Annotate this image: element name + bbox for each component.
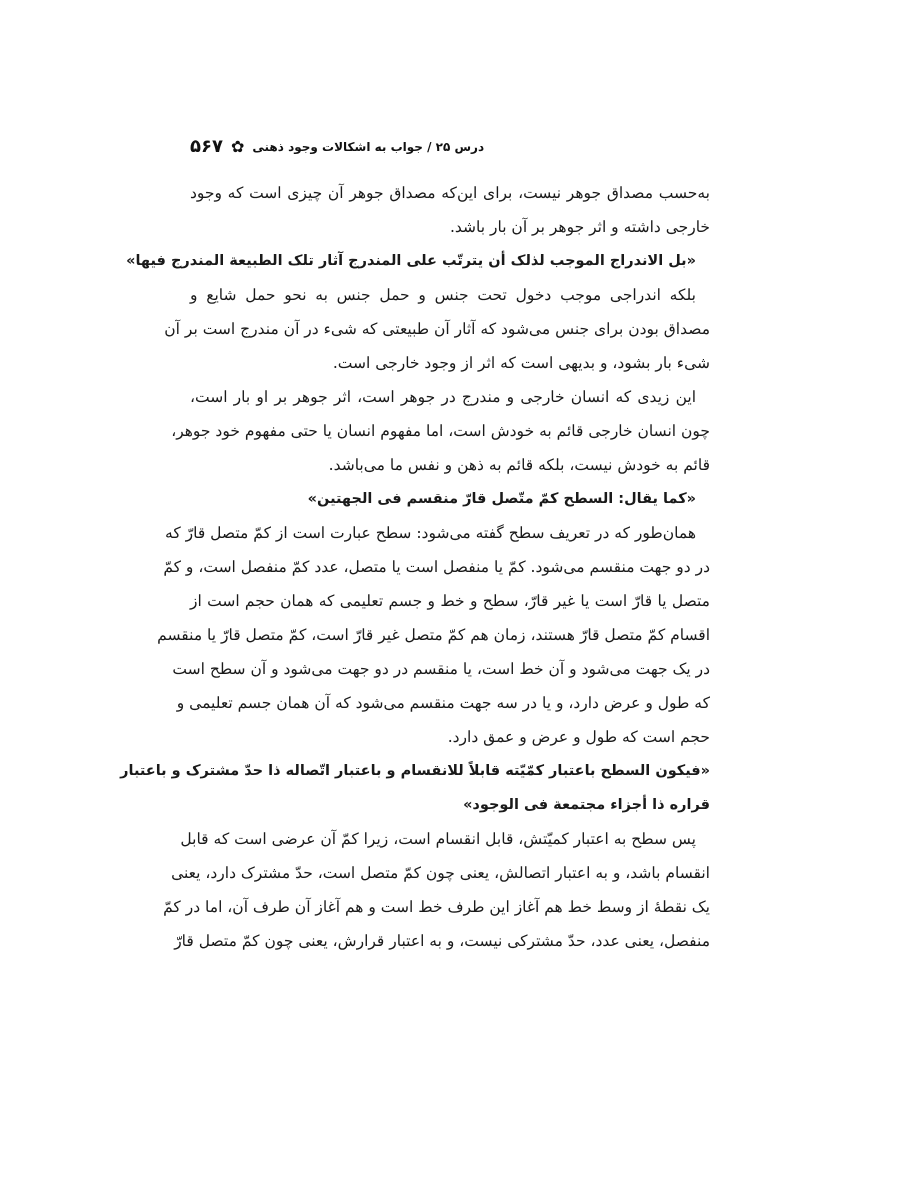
text-line: به‌حسب مصداق جوهر نیست، برای این‌که مصداق جوهر آن چیزی است که وجود (190, 184, 710, 202)
text-line: مصداق بودن برای جنس می‌شود که آثار آن طبیعتی که شیء در آن مندرج است بر آن (164, 320, 710, 338)
text-line: منفصل، یعنی عدد، حدّ مشترکی نیست، و به اعتبار قرارش، یعنی چون کمّ متصل قارّ (174, 932, 710, 950)
text-line: در یک جهت می‌شود و آن خط است، یا منقسم در دو جهت می‌شود و آن سطح است (172, 660, 710, 678)
arabic-quote-line: قراره ذا أجزاء مجتمعة فی الوجود» (463, 797, 710, 813)
text-line: قائم به خودش نیست، بلکه قائم به ذهن و نفس ما می‌باشد. (328, 456, 710, 474)
text-line: در دو جهت منقسم می‌شود. کمّ یا منفصل است یا متصل، عدد کمّ منفصل است، و کمّ (163, 558, 710, 576)
running-header (190, 136, 710, 157)
text-line: پس سطح به اعتبار کمیّتش، قابل انقسام است، زیرا کمّ آن عرضی است که قابل (180, 830, 696, 848)
text-line: حجم است که طول و عرض و عمق دارد. (447, 728, 710, 746)
chapter-title: درس ۲۵ / جواب به اشکالات وجود ذهنی (252, 139, 485, 154)
body-text (120, 176, 710, 958)
text-line: یک نقطهٔ از وسط خط هم آغاز این طرف خط است و هم آغاز آن طرف آن، اما در کمّ (163, 898, 710, 916)
text-line: شیء بار بشود، و بدیهی است که اثر از وجود خارجی است. (332, 354, 710, 372)
page-number: ۵۶۷ (190, 136, 223, 157)
arabic-quote-line: «کما یقال: السطح کمّ متّصل قارّ منقسم فی الجهتین» (307, 491, 696, 507)
text-line: که طول و عرض دارد، و یا در سه جهت منقسم می‌شود که آن همان جسم تعلیمی و (176, 694, 710, 712)
flower-ornament-icon: ✿ (230, 136, 245, 156)
text-line: متصل یا قارّ است یا غیر قارّ، سطح و خط و جسم تعلیمی که همان حجم است از (190, 592, 710, 610)
text-line: چون انسان خارجی قائم به خودش است، اما مفهوم انسان یا حتی مفهوم خود جوهر، (171, 422, 710, 440)
arabic-quote-line: «بل الاندراج الموجب لذلک أن یترتّب علی المندرج آثار تلک الطبیعة المندرج فیها» (126, 253, 696, 269)
text-line: همان‌طور که در تعریف سطح گفته می‌شود: سطح عبارت است از کمّ متصل قارّ که (165, 524, 696, 542)
text-line: بلکه اندراجی موجب دخول تحت جنس و حمل جنس به نحو حمل شایع و (190, 286, 696, 304)
text-line: انقسام باشد، و به اعتبار اتصالش، یعنی چون کمّ متصل است، حدّ مشترک دارد، یعنی (171, 864, 710, 882)
text-line: اقسام کمّ متصل قارّ هستند، زمان هم کمّ متصل غیر قارّ است، کمّ متصل قارّ یا منقسم (157, 626, 710, 644)
text-line: این زیدی که انسان خارجی و مندرج در جوهر است، اثر جوهر بر او بار است، (190, 388, 696, 406)
arabic-quote-line: «فیکون السطح باعتبار کمّیّته قابلاً للانقسام و باعتبار اتّصاله ذا حدّ مشترک و باعتبار (120, 763, 710, 779)
text-line: خارجی داشته و اثر جوهر بر آن بار باشد. (449, 218, 710, 236)
